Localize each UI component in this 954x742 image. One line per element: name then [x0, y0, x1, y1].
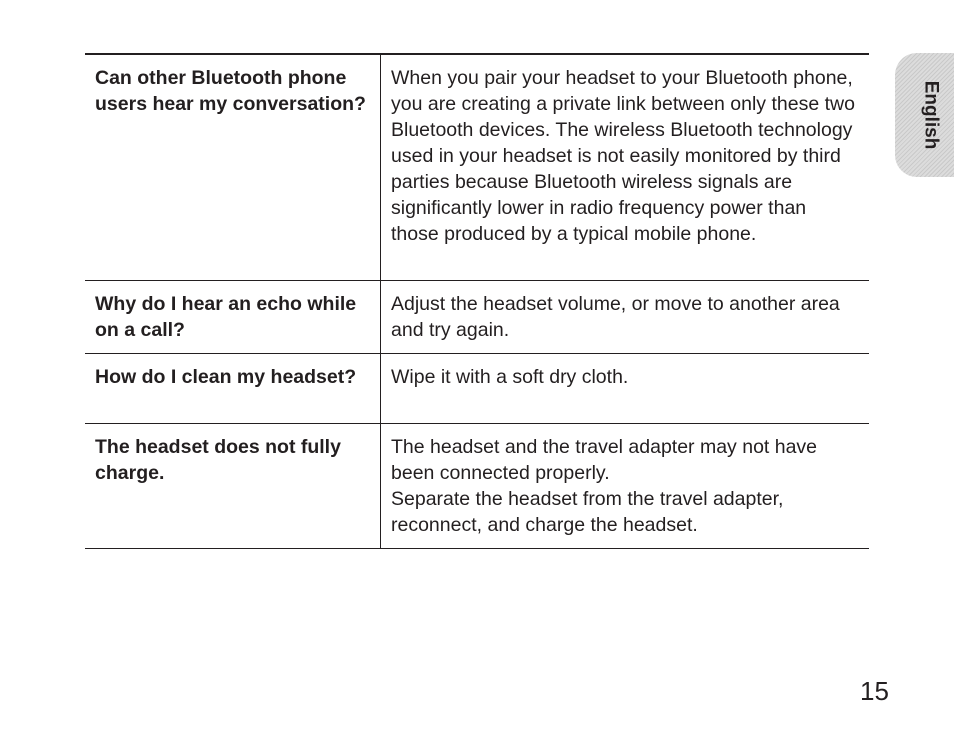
faq-answer	[381, 424, 869, 548]
faq-row	[85, 55, 869, 281]
faq-answer-text: When you pair your headset to your Bluetooth phone, you are creating a private link between only these two Bluetooth devices. The wireless Bluetooth technology used in your headset is not easily monitored by third parties because Bluetooth wireless signals are significantly lower in radio frequency power than those produced by a typical mobile phone.	[391, 67, 855, 245]
faq-answer	[381, 281, 869, 353]
faq-question: Can other Bluetooth phone users hear my conversation?	[85, 55, 381, 280]
faq-answer-text: Wipe it with a soft dry cloth.	[391, 366, 629, 388]
faq-question: How do I clean my headset?	[85, 354, 381, 423]
language-tab-label	[919, 53, 941, 177]
language-tab	[895, 53, 954, 177]
faq-row	[85, 354, 869, 424]
faq-answer-text: Separate the headset from the travel adapter, reconnect, and charge the headset.	[391, 488, 784, 536]
faq-row	[85, 281, 869, 354]
faq-answer-text: Adjust the headset volume, or move to another area and try again.	[391, 293, 840, 341]
language-tab-text: English	[920, 80, 941, 150]
faq-answer	[381, 55, 869, 280]
faq-question: The headset does not fully charge.	[85, 424, 381, 548]
faq-answer	[381, 354, 869, 423]
faq-answer-text: The headset and the travel adapter may not have been connected properly.	[391, 436, 818, 484]
faq-row	[85, 424, 869, 548]
faq-question: Why do I hear an echo while on a call?	[85, 281, 381, 353]
page-number: 15	[860, 676, 889, 706]
faq-table	[85, 53, 869, 549]
